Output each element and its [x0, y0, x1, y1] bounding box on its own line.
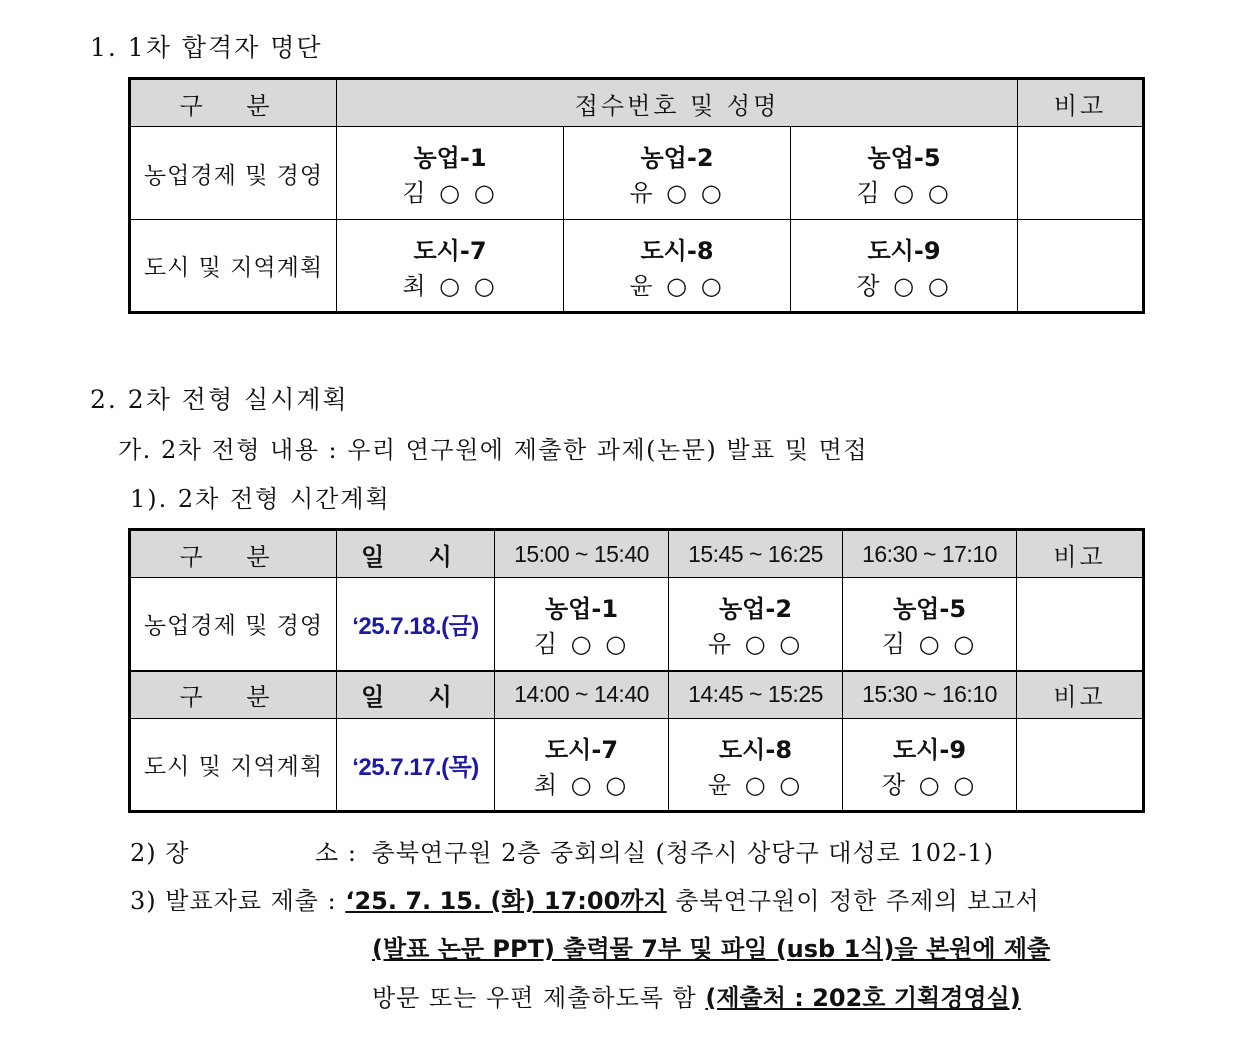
- section2-title: 2. 2차 전형 실시계획: [90, 385, 349, 414]
- applicant-code: 도시-7: [544, 735, 619, 764]
- applicant-code: 도시-8: [718, 735, 793, 764]
- applicant-cell: [337, 127, 564, 220]
- section2-content: 가. 2차 전형 내용 : 우리 연구원에 제출한 과제(논문) 발표 및 면접: [118, 436, 869, 464]
- applicant-cell: [495, 719, 669, 812]
- applicant-name: 유 ○ ○: [707, 629, 804, 658]
- applicant-cell: [843, 578, 1017, 671]
- applicant-cell: [337, 220, 564, 313]
- applicant-name: 최 ○ ○: [402, 271, 498, 300]
- applicant-name: 김 ○ ○: [402, 179, 498, 207]
- header-time-slot: 15:30 ~ 16:10: [843, 671, 1017, 719]
- date-cell: ‘25.7.18.(금): [337, 578, 495, 671]
- applicant-cell: [669, 719, 843, 812]
- header-category: 구 분: [130, 79, 337, 127]
- header-time-slot: 15:45 ~ 16:25: [669, 530, 843, 578]
- category-cell: 농업경제 및 경영: [130, 578, 337, 671]
- submission-text: 충북연구원이 정한 주제의 보고서: [666, 887, 1040, 915]
- note-cell: [1017, 719, 1144, 812]
- header-category: 구 분: [130, 671, 337, 719]
- submission-line-1: [130, 881, 1040, 916]
- note-cell: [1018, 220, 1144, 313]
- submission-place: (제출처 : 202호 기획경영실): [705, 984, 1021, 1012]
- submission-method: 방문 또는 우편 제출하도록 함: [372, 984, 706, 1012]
- header-note: 비고: [1017, 671, 1144, 719]
- applicant-name: 유 ○ ○: [629, 179, 725, 207]
- applicant-name: 장 ○ ○: [856, 271, 952, 300]
- applicant-code: 농업-2: [718, 594, 793, 623]
- applicant-name: 장 ○ ○: [881, 770, 978, 799]
- header-time-slot: 14:00 ~ 14:40: [495, 671, 669, 719]
- header-time-slot: 15:00 ~ 15:40: [495, 530, 669, 578]
- applicant-cell: [564, 220, 791, 313]
- applicant-name: 김 ○ ○: [533, 629, 630, 658]
- place-line: [130, 833, 994, 868]
- date-cell: ‘25.7.17.(목): [337, 719, 495, 812]
- header-note: 비고: [1018, 79, 1144, 127]
- header-date: 일 시: [337, 671, 495, 719]
- place-label-a: 2) 장: [130, 839, 190, 867]
- place-text: 충북연구원 2층 중회의실 (청주시 상당구 대성로 102-1): [371, 839, 994, 867]
- submission-materials: (발표 논문 PPT) 출력물 7부 및 파일 (usb 1식)을 본원에 제출: [372, 935, 1051, 963]
- applicant-name: 윤 ○ ○: [629, 271, 725, 300]
- applicant-cell: [791, 220, 1018, 313]
- applicant-cell: [791, 127, 1018, 220]
- applicant-code: 도시-8: [640, 236, 714, 265]
- section1-title: 1. 1차 합격자 명단: [90, 33, 323, 62]
- category-cell: 도시 및 지역계획: [130, 719, 337, 812]
- applicant-name: 윤 ○ ○: [707, 770, 804, 799]
- header-applicants: 접수번호 및 성명: [337, 79, 1018, 127]
- submission-deadline: ‘25. 7. 15. (화) 17:00까지: [345, 887, 667, 915]
- schedule-table: [128, 528, 1145, 813]
- applicant-code: 농업-5: [867, 144, 941, 172]
- section2-schedule-title: 1). 2차 전형 시간계획: [130, 485, 391, 513]
- note-cell: [1017, 578, 1144, 671]
- applicant-name: 김 ○ ○: [856, 179, 952, 207]
- applicant-cell: [669, 578, 843, 671]
- applicant-code: 농업-2: [640, 144, 714, 172]
- header-time-slot: 14:45 ~ 15:25: [669, 671, 843, 719]
- applicant-name: 최 ○ ○: [533, 770, 630, 799]
- applicant-cell: [564, 127, 791, 220]
- submission-line-2: [372, 929, 1050, 964]
- category-cell: 농업경제 및 경영: [130, 127, 337, 220]
- applicant-code: 도시-9: [867, 236, 941, 265]
- applicant-code: 농업-5: [892, 594, 967, 623]
- header-date: 일 시: [337, 530, 495, 578]
- applicant-name: 김 ○ ○: [881, 629, 978, 658]
- applicant-cell: [843, 719, 1017, 812]
- note-cell: [1018, 127, 1144, 220]
- submission-label: 3) 발표자료 제출 :: [130, 887, 337, 915]
- header-category: 구 분: [130, 530, 337, 578]
- first-pass-table: [128, 77, 1145, 314]
- submission-line-3: [372, 978, 1021, 1013]
- header-note: 비고: [1017, 530, 1144, 578]
- applicant-code: 도시-9: [892, 735, 967, 764]
- category-cell: 도시 및 지역계획: [130, 220, 337, 313]
- applicant-cell: [495, 578, 669, 671]
- applicant-code: 농업-1: [544, 594, 619, 623]
- header-time-slot: 16:30 ~ 17:10: [843, 530, 1017, 578]
- applicant-code: 농업-1: [413, 144, 487, 172]
- applicant-code: 도시-7: [413, 236, 487, 265]
- place-label-b: 소 :: [315, 839, 357, 867]
